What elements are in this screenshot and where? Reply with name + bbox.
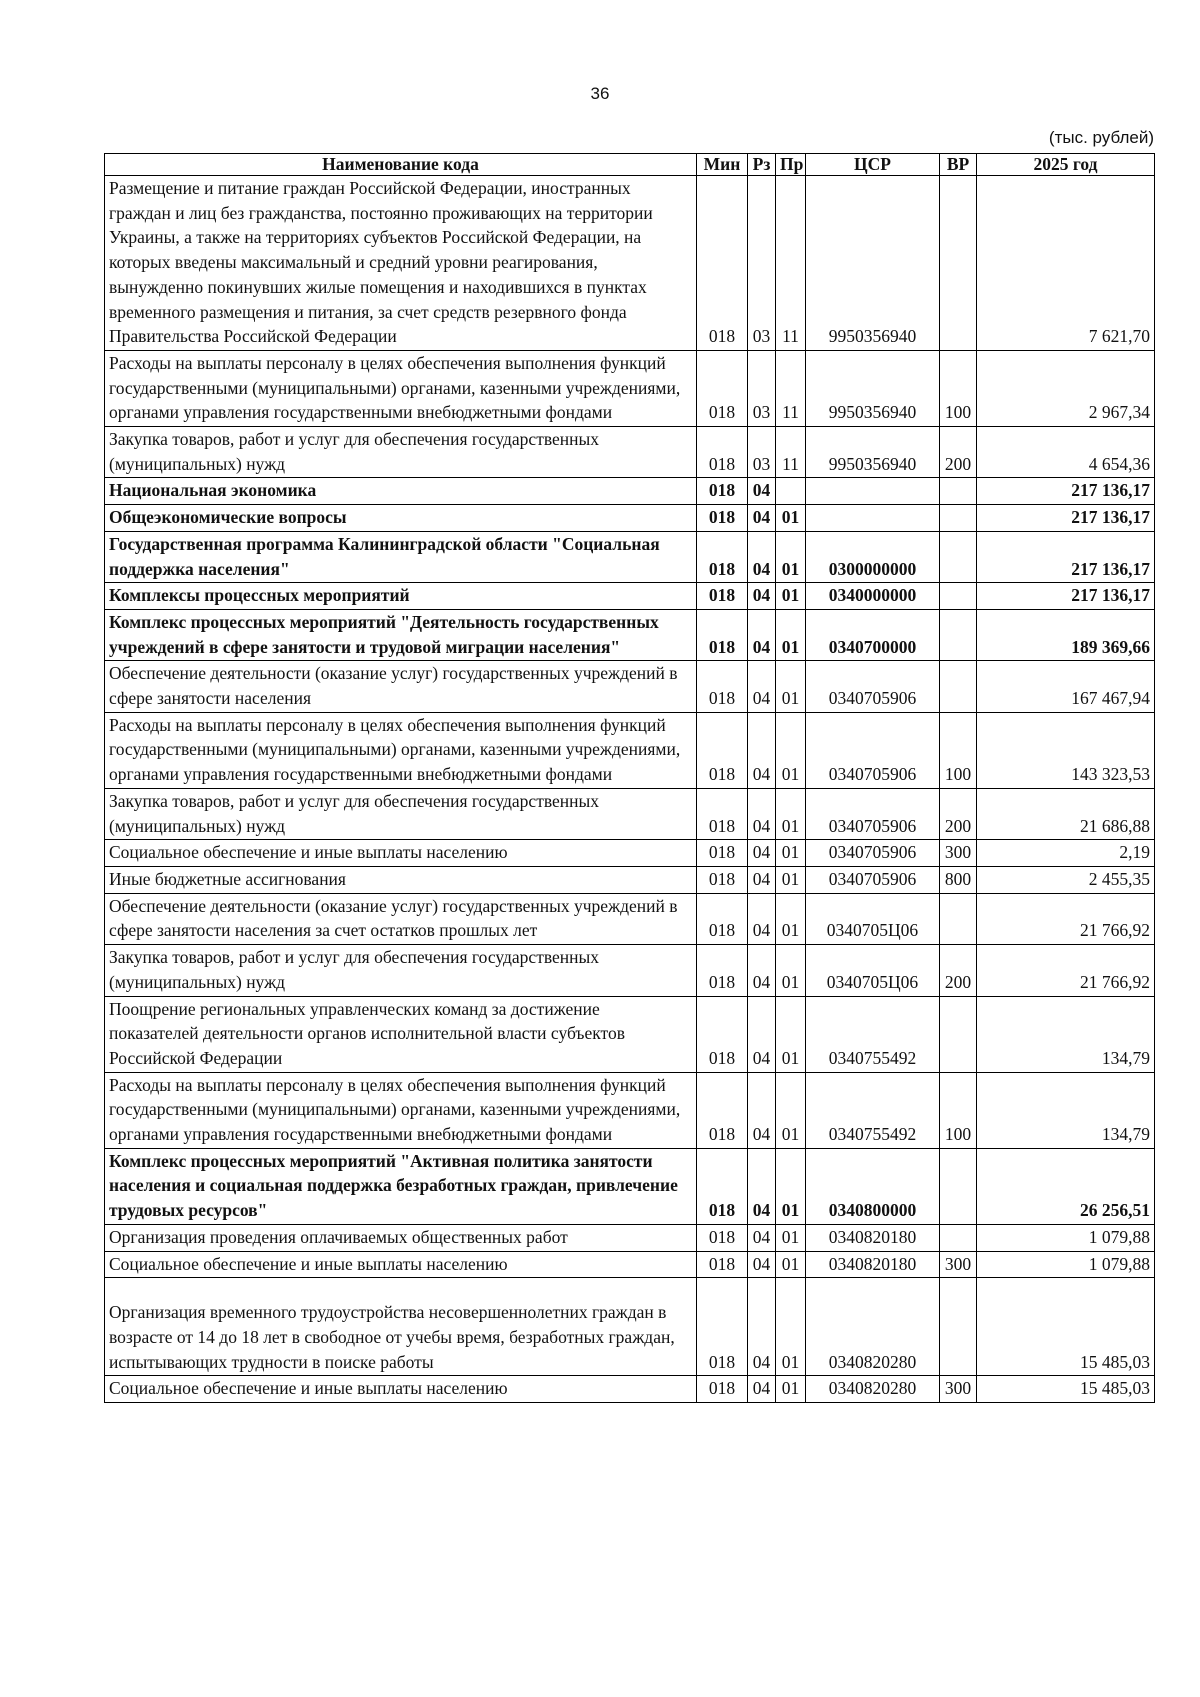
cell-name: Комплекс процессных мероприятий "Деятельность государственных учреждений в сфере занятости и трудовой миграции населения" bbox=[105, 609, 697, 660]
cell-pr: 01 bbox=[776, 609, 806, 660]
cell-rz: 04 bbox=[748, 1148, 776, 1224]
cell-pr: 01 bbox=[776, 893, 806, 944]
cell-rz: 04 bbox=[748, 505, 776, 532]
cell-rz: 04 bbox=[748, 661, 776, 712]
table-row bbox=[105, 788, 1155, 839]
cell-amount: 134,79 bbox=[977, 996, 1155, 1072]
cell-vr bbox=[940, 1224, 977, 1251]
cell-pr: 01 bbox=[776, 661, 806, 712]
cell-min: 018 bbox=[697, 893, 748, 944]
cell-amount: 1 079,88 bbox=[977, 1224, 1155, 1251]
cell-pr: 11 bbox=[776, 350, 806, 426]
cell-pr: 01 bbox=[776, 1148, 806, 1224]
cell-pr: 01 bbox=[776, 866, 806, 893]
cell-min: 018 bbox=[697, 1148, 748, 1224]
cell-vr bbox=[940, 1278, 977, 1376]
table-row bbox=[105, 1224, 1155, 1251]
table-header-row bbox=[105, 154, 1155, 176]
cell-vr bbox=[940, 531, 977, 582]
cell-csr: 9950356940 bbox=[806, 427, 940, 478]
cell-amount: 143 323,53 bbox=[977, 712, 1155, 788]
cell-vr bbox=[940, 1148, 977, 1224]
table-row bbox=[105, 996, 1155, 1072]
cell-rz: 04 bbox=[748, 1251, 776, 1278]
cell-csr: 0340820280 bbox=[806, 1278, 940, 1376]
cell-csr: 0340755492 bbox=[806, 996, 940, 1072]
cell-pr: 01 bbox=[776, 1224, 806, 1251]
units-label: (тыс. рублей) bbox=[1048, 128, 1154, 147]
cell-vr: 200 bbox=[940, 427, 977, 478]
cell-name: Расходы на выплаты персоналу в целях обеспечения выполнения функций государственными (муниципальными) органами, казенными учреждениями, органами управления государственными внебюджетными фондами bbox=[105, 1072, 697, 1148]
cell-min: 018 bbox=[697, 945, 748, 996]
cell-rz: 04 bbox=[748, 945, 776, 996]
cell-csr: 0340820280 bbox=[806, 1376, 940, 1403]
table-row bbox=[105, 1278, 1155, 1376]
cell-name: Национальная экономика bbox=[105, 478, 697, 505]
header-rz: Рз bbox=[748, 154, 776, 176]
cell-pr: 01 bbox=[776, 840, 806, 867]
table-row bbox=[105, 1376, 1155, 1403]
table-row bbox=[105, 1148, 1155, 1224]
budget-table bbox=[104, 153, 1155, 1403]
cell-min: 018 bbox=[697, 1278, 748, 1376]
cell-amount: 2 455,35 bbox=[977, 866, 1155, 893]
cell-csr: 0340705906 bbox=[806, 840, 940, 867]
cell-vr bbox=[940, 893, 977, 944]
table-body bbox=[105, 176, 1155, 1403]
cell-name: Поощрение региональных управленческих команд за достижение показателей деятельности органов исполнительной власти субъектов Российской Федерации bbox=[105, 996, 697, 1072]
header-min: Мин bbox=[697, 154, 748, 176]
cell-amount: 217 136,17 bbox=[977, 583, 1155, 610]
cell-pr: 01 bbox=[776, 1072, 806, 1148]
cell-rz: 04 bbox=[748, 531, 776, 582]
table-row bbox=[105, 531, 1155, 582]
cell-min: 018 bbox=[697, 1072, 748, 1148]
table-row bbox=[105, 1072, 1155, 1148]
table-row bbox=[105, 712, 1155, 788]
cell-csr: 0340705906 bbox=[806, 866, 940, 893]
cell-rz: 03 bbox=[748, 176, 776, 351]
table-row bbox=[105, 945, 1155, 996]
cell-pr: 01 bbox=[776, 788, 806, 839]
cell-amount: 15 485,03 bbox=[977, 1376, 1155, 1403]
cell-rz: 04 bbox=[748, 712, 776, 788]
cell-name: Закупка товаров, работ и услуг для обеспечения государственных (муниципальных) нужд bbox=[105, 427, 697, 478]
cell-pr: 01 bbox=[776, 583, 806, 610]
cell-vr bbox=[940, 478, 977, 505]
cell-name: Обеспечение деятельности (оказание услуг) государственных учреждений в сфере занятости населения bbox=[105, 661, 697, 712]
cell-name: Общеэкономические вопросы bbox=[105, 505, 697, 532]
table-row bbox=[105, 505, 1155, 532]
cell-amount: 4 654,36 bbox=[977, 427, 1155, 478]
cell-amount: 1 079,88 bbox=[977, 1251, 1155, 1278]
cell-csr bbox=[806, 505, 940, 532]
header-pr: Пр bbox=[776, 154, 806, 176]
cell-name: Организация временного трудоустройства несовершеннолетних граждан в возрасте от 14 до 18 лет в свободное от учебы время, безработных граждан, испытывающих трудности в поиске работы bbox=[105, 1278, 697, 1376]
cell-csr: 9950356940 bbox=[806, 176, 940, 351]
cell-min: 018 bbox=[697, 176, 748, 351]
cell-rz: 04 bbox=[748, 1278, 776, 1376]
cell-rz: 04 bbox=[748, 478, 776, 505]
cell-min: 018 bbox=[697, 788, 748, 839]
cell-vr: 300 bbox=[940, 1376, 977, 1403]
cell-rz: 04 bbox=[748, 996, 776, 1072]
cell-rz: 04 bbox=[748, 866, 776, 893]
cell-pr: 11 bbox=[776, 427, 806, 478]
cell-min: 018 bbox=[697, 661, 748, 712]
cell-name: Социальное обеспечение и иные выплаты населению bbox=[105, 1376, 697, 1403]
cell-vr bbox=[940, 609, 977, 660]
cell-pr: 01 bbox=[776, 1251, 806, 1278]
cell-amount: 7 621,70 bbox=[977, 176, 1155, 351]
cell-csr: 0340705Ц06 bbox=[806, 893, 940, 944]
table-row bbox=[105, 840, 1155, 867]
cell-min: 018 bbox=[697, 531, 748, 582]
cell-min: 018 bbox=[697, 840, 748, 867]
cell-amount: 2,19 bbox=[977, 840, 1155, 867]
cell-min: 018 bbox=[697, 478, 748, 505]
cell-min: 018 bbox=[697, 427, 748, 478]
cell-rz: 04 bbox=[748, 1376, 776, 1403]
table-row bbox=[105, 350, 1155, 426]
header-year: 2025 год bbox=[977, 154, 1155, 176]
cell-name: Расходы на выплаты персоналу в целях обеспечения выполнения функций государственными (муниципальными) органами, казенными учреждениями, органами управления государственными внебюджетными фондами bbox=[105, 350, 697, 426]
cell-min: 018 bbox=[697, 712, 748, 788]
cell-amount: 217 136,17 bbox=[977, 531, 1155, 582]
cell-min: 018 bbox=[697, 1224, 748, 1251]
cell-name: Комплексы процессных мероприятий bbox=[105, 583, 697, 610]
cell-min: 018 bbox=[697, 1376, 748, 1403]
cell-csr: 0340705Ц06 bbox=[806, 945, 940, 996]
cell-vr: 100 bbox=[940, 1072, 977, 1148]
cell-vr bbox=[940, 505, 977, 532]
cell-rz: 04 bbox=[748, 583, 776, 610]
cell-amount: 189 369,66 bbox=[977, 609, 1155, 660]
cell-rz: 04 bbox=[748, 893, 776, 944]
cell-min: 018 bbox=[697, 866, 748, 893]
cell-csr bbox=[806, 478, 940, 505]
cell-pr: 01 bbox=[776, 531, 806, 582]
cell-name: Размещение и питание граждан Российской Федерации, иностранных граждан и лиц без гражданства, постоянно проживающих на территории Украины, а также на территориях субъектов Российской Федерации, на которых введены максимальный и средний уровни реагирования, вынужденно покинувших жилые помещения и находившихся в пунктах временного размещения и питания, за счет средств резервного фонда Правительства Российской Федерации bbox=[105, 176, 697, 351]
cell-pr: 01 bbox=[776, 1278, 806, 1376]
cell-vr: 300 bbox=[940, 840, 977, 867]
cell-vr: 300 bbox=[940, 1251, 977, 1278]
header-name: Наименование кода bbox=[105, 154, 697, 176]
cell-amount: 26 256,51 bbox=[977, 1148, 1155, 1224]
cell-rz: 04 bbox=[748, 840, 776, 867]
cell-pr: 01 bbox=[776, 1376, 806, 1403]
cell-vr: 200 bbox=[940, 945, 977, 996]
cell-rz: 04 bbox=[748, 1224, 776, 1251]
cell-name: Организация проведения оплачиваемых общественных работ bbox=[105, 1224, 697, 1251]
cell-pr: 01 bbox=[776, 505, 806, 532]
cell-rz: 04 bbox=[748, 1072, 776, 1148]
table-row bbox=[105, 866, 1155, 893]
cell-vr bbox=[940, 176, 977, 351]
table-row bbox=[105, 427, 1155, 478]
cell-pr bbox=[776, 478, 806, 505]
cell-amount: 2 967,34 bbox=[977, 350, 1155, 426]
cell-name: Социальное обеспечение и иные выплаты населению bbox=[105, 840, 697, 867]
page-number: 36 bbox=[590, 84, 610, 103]
cell-min: 018 bbox=[697, 505, 748, 532]
cell-csr: 0340820180 bbox=[806, 1251, 940, 1278]
cell-csr: 0340700000 bbox=[806, 609, 940, 660]
cell-min: 018 bbox=[697, 996, 748, 1072]
cell-amount: 217 136,17 bbox=[977, 505, 1155, 532]
cell-name: Закупка товаров, работ и услуг для обеспечения государственных (муниципальных) нужд bbox=[105, 788, 697, 839]
cell-name: Расходы на выплаты персоналу в целях обеспечения выполнения функций государственными (муниципальными) органами, казенными учреждениями, органами управления государственными внебюджетными фондами bbox=[105, 712, 697, 788]
cell-vr: 100 bbox=[940, 350, 977, 426]
cell-csr: 0340705906 bbox=[806, 661, 940, 712]
cell-vr bbox=[940, 661, 977, 712]
table-row bbox=[105, 893, 1155, 944]
cell-amount: 134,79 bbox=[977, 1072, 1155, 1148]
table-row bbox=[105, 478, 1155, 505]
cell-vr bbox=[940, 996, 977, 1072]
cell-pr: 11 bbox=[776, 176, 806, 351]
cell-name: Иные бюджетные ассигнования bbox=[105, 866, 697, 893]
cell-rz: 03 bbox=[748, 427, 776, 478]
cell-amount: 15 485,03 bbox=[977, 1278, 1155, 1376]
table-row bbox=[105, 176, 1155, 351]
cell-vr bbox=[940, 583, 977, 610]
cell-csr: 0300000000 bbox=[806, 531, 940, 582]
cell-rz: 04 bbox=[748, 788, 776, 839]
cell-csr: 0340705906 bbox=[806, 788, 940, 839]
cell-name: Социальное обеспечение и иные выплаты населению bbox=[105, 1251, 697, 1278]
cell-pr: 01 bbox=[776, 712, 806, 788]
header-vr: ВР bbox=[940, 154, 977, 176]
cell-name: Обеспечение деятельности (оказание услуг) государственных учреждений в сфере занятости населения за счет остатков прошлых лет bbox=[105, 893, 697, 944]
cell-min: 018 bbox=[697, 583, 748, 610]
table-row bbox=[105, 1251, 1155, 1278]
cell-name: Комплекс процессных мероприятий "Активная политика занятости населения и социальная поддержка безработных граждан, привлечение трудовых ресурсов" bbox=[105, 1148, 697, 1224]
cell-rz: 04 bbox=[748, 609, 776, 660]
cell-amount: 217 136,17 bbox=[977, 478, 1155, 505]
table-row bbox=[105, 583, 1155, 610]
cell-pr: 01 bbox=[776, 945, 806, 996]
cell-csr: 0340755492 bbox=[806, 1072, 940, 1148]
cell-csr: 0340705906 bbox=[806, 712, 940, 788]
table-row bbox=[105, 661, 1155, 712]
cell-name: Закупка товаров, работ и услуг для обеспечения государственных (муниципальных) нужд bbox=[105, 945, 697, 996]
cell-min: 018 bbox=[697, 350, 748, 426]
cell-rz: 03 bbox=[748, 350, 776, 426]
table-row bbox=[105, 609, 1155, 660]
cell-amount: 21 766,92 bbox=[977, 945, 1155, 996]
cell-min: 018 bbox=[697, 609, 748, 660]
cell-name: Государственная программа Калининградской области "Социальная поддержка населения" bbox=[105, 531, 697, 582]
cell-csr: 0340000000 bbox=[806, 583, 940, 610]
cell-csr: 0340800000 bbox=[806, 1148, 940, 1224]
cell-vr: 200 bbox=[940, 788, 977, 839]
cell-vr: 100 bbox=[940, 712, 977, 788]
header-csr: ЦСР bbox=[806, 154, 940, 176]
cell-pr: 01 bbox=[776, 996, 806, 1072]
cell-amount: 21 686,88 bbox=[977, 788, 1155, 839]
cell-csr: 9950356940 bbox=[806, 350, 940, 426]
cell-min: 018 bbox=[697, 1251, 748, 1278]
cell-csr: 0340820180 bbox=[806, 1224, 940, 1251]
cell-vr: 800 bbox=[940, 866, 977, 893]
cell-amount: 167 467,94 bbox=[977, 661, 1155, 712]
cell-amount: 21 766,92 bbox=[977, 893, 1155, 944]
